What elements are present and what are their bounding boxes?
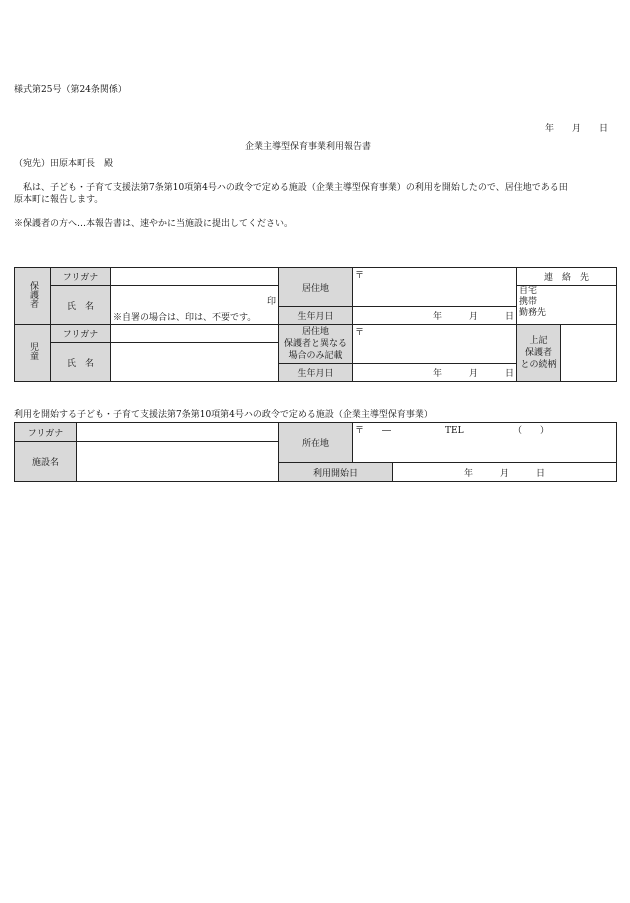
child-birthdate-label: 生年月日 [279,364,353,382]
guardian-residence-field[interactable] [353,268,517,307]
facility-heading: 利用を開始する子ども・子育て支援法第7条第10項第4号ハの政令で定める施設（企業主導型保育事業） [14,410,433,420]
facility-name-label: 施設名 [15,442,77,482]
contact-work-label: 勤務先 [519,308,547,318]
relation-field[interactable] [561,325,617,382]
child-name-label: 氏 名 [51,343,111,382]
child-postal-mark: 〒 [355,328,365,338]
guardian-name-label: 氏 名 [51,286,111,325]
child-birthdate-field[interactable]: 年 月 日 [353,364,517,382]
relation-label: 上記 保護者 との続柄 [517,325,561,382]
seal-mark: 印 [266,297,276,307]
guardian-birthdate-label: 生年月日 [279,307,353,325]
guardian-furigana-label: フリガナ [51,268,111,286]
guardian-name-field[interactable] [111,286,279,325]
date-line: 年 月 日 [545,124,609,134]
child-label: 児童 [15,325,51,382]
facility-table [14,422,617,482]
contact-field[interactable] [517,286,617,325]
form-number: 様式第25号（第24条関係） [14,85,127,95]
start-date-field[interactable]: 年 月 日 [393,463,617,482]
guardian-birthdate-field[interactable]: 年 月 日 [353,307,517,325]
guardian-label: 保護者 [15,268,51,325]
facility-location-label: 所在地 [279,423,353,463]
facility-name-field[interactable] [77,442,279,482]
child-name-field[interactable] [111,343,279,382]
child-furigana-field[interactable] [111,325,279,343]
postal-mark: 〒 [355,271,365,281]
contact-mobile-label: 携帯 [519,297,538,307]
start-date-label: 利用開始日 [279,463,393,482]
child-furigana-label: フリガナ [51,325,111,343]
contact-home-label: 自宅 [519,286,538,296]
seal-note: ※自署の場合は、印は、不要です。 [113,313,257,323]
guardian-residence-label: 居住地 [279,268,353,307]
addressee: （宛先）田原本町長 殿 [14,159,114,169]
child-residence-label: 居住地 保護者と異なる 場合のみ記載 [279,325,353,364]
submission-note: ※保護者の方へ…本報告書は、速やかに当施設に提出してください。 [14,219,294,229]
guardian-furigana-field[interactable] [111,268,279,286]
intro-line-2: 原本町に報告します。 [14,195,104,205]
child-residence-field[interactable] [353,325,517,364]
facility-furigana-field[interactable] [77,423,279,442]
contact-header: 連 絡 先 [517,268,617,286]
facility-furigana-label: フリガナ [15,423,77,442]
facility-location-field[interactable]: 〒 ― TEL （ ） [353,423,617,463]
document-title: 企業主導型保育事業利用報告書 [245,142,372,152]
intro-line-1: 私は、子ども・子育て支援法第7条第10項第4号ハの政令で定める施設（企業主導型保育事業）の利用を開始したので、居住地である田 [14,183,568,193]
applicant-table [14,267,617,382]
